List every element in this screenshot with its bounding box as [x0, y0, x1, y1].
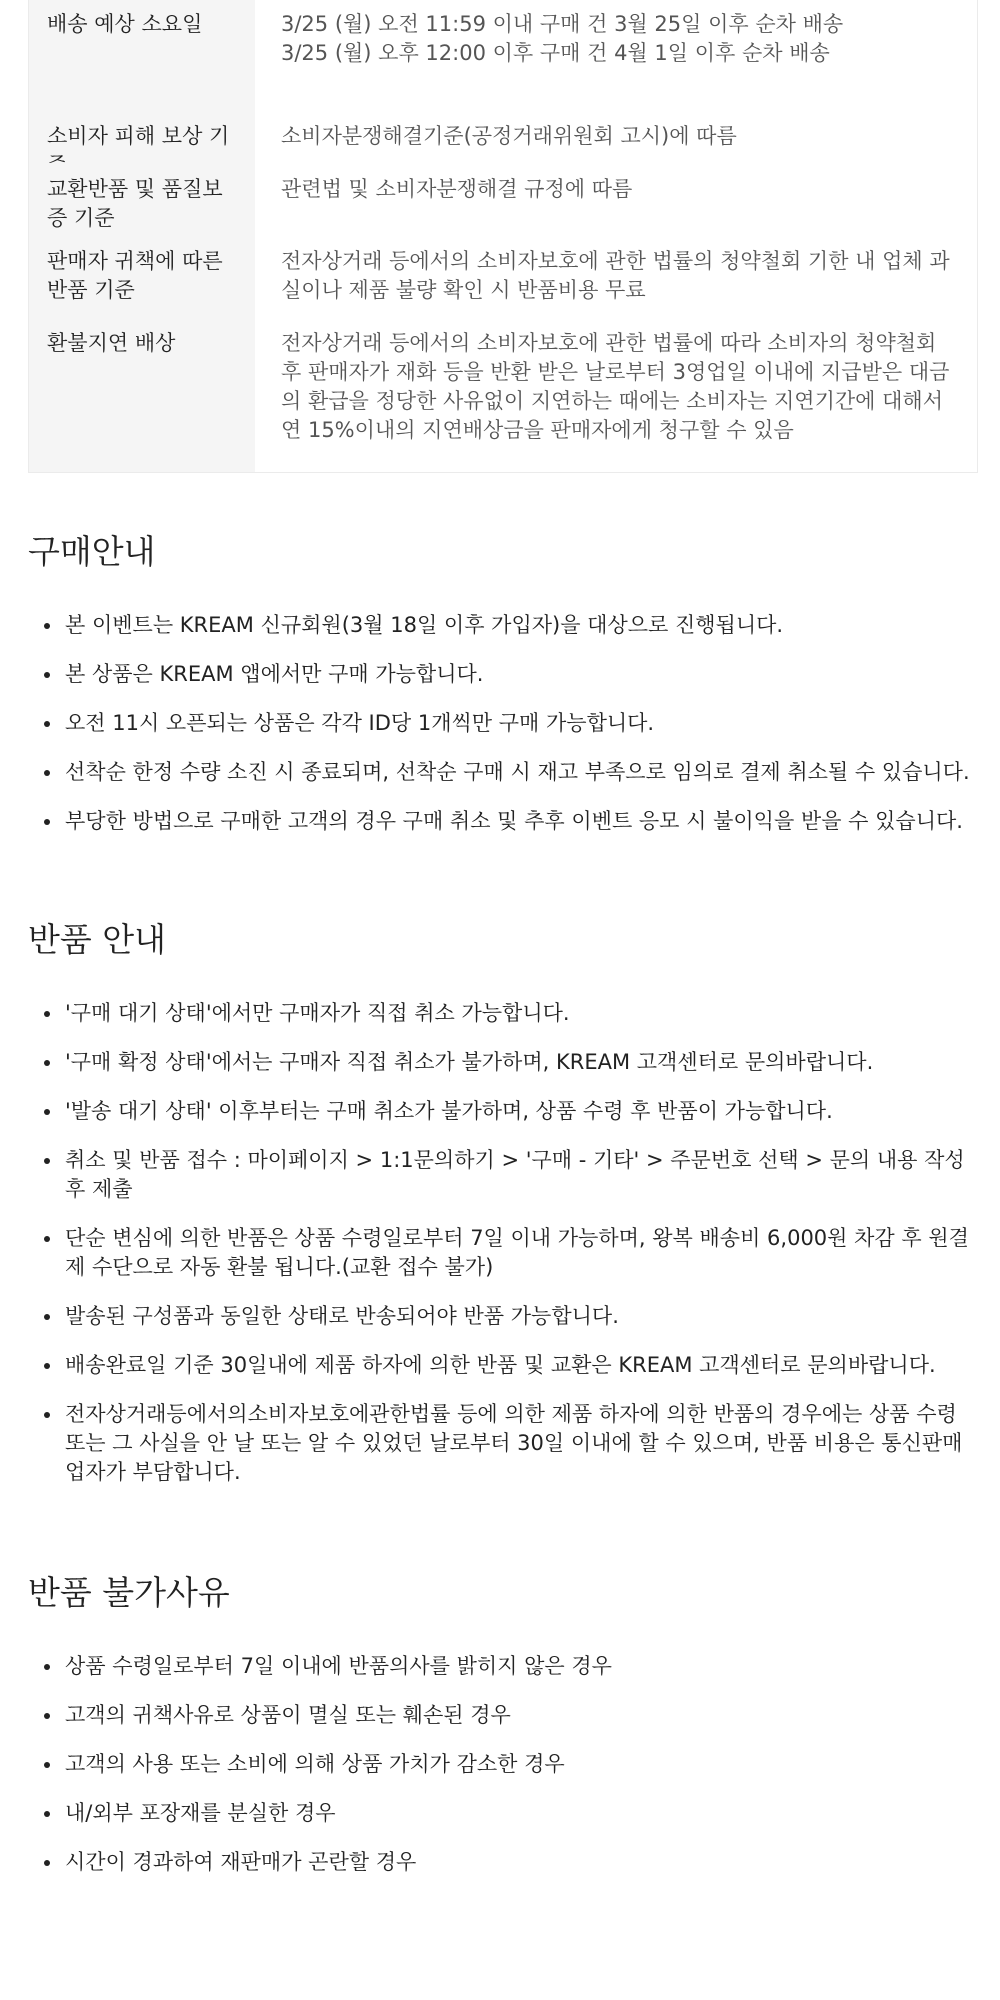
- info-label: 소비자 피해 보상 기: [29, 110, 255, 163]
- list-item: 고객의 사용 또는 소비에 의해 상품 가치가 감소한 경우: [28, 1750, 978, 1779]
- purchase-guide-list: [28, 611, 978, 836]
- info-value-line: 3/25 (월) 오후 12:00 이후 구매 건 4월 1일 이후 순차 배송: [281, 41, 830, 65]
- no-return-list: [28, 1652, 978, 1877]
- product-info-table: [28, 0, 978, 473]
- list-item: 오전 11시 오픈되는 상품은 각각 ID당 1개씩만 구매 가능합니다.: [28, 709, 978, 738]
- return-guide-section: [28, 918, 978, 1507]
- list-item: 취소 및 반품 접수 : 마이페이지 > 1:1문의하기 > '구매 - 기타' > 주문번호 선택 > 문의 내용 작성 후 제출: [28, 1146, 978, 1204]
- info-row-compensation: [29, 110, 977, 163]
- list-item: '구매 확정 상태'에서는 구매자 직접 취소가 불가하며, KREAM 고객센터로 문의바랍니다.: [28, 1048, 978, 1077]
- info-row-seller-fault: [29, 244, 977, 326]
- info-row-exchange: [29, 163, 977, 244]
- info-label: 환불지연 배상: [29, 326, 255, 472]
- list-item: '발송 대기 상태' 이후부터는 구매 취소가 불가하며, 상품 수령 후 반품이 가능합니다.: [28, 1097, 978, 1126]
- info-value: 소비자분쟁해결기준(공정거래위원회 고시)에 따름: [281, 124, 737, 148]
- return-guide-list: [28, 999, 978, 1487]
- info-value: [255, 10, 977, 110]
- purchase-guide-section: [28, 530, 978, 856]
- list-item: 선착순 한정 수량 소진 시 종료되며, 선착순 구매 시 재고 부족으로 임의로 결제 취소될 수 있습니다.: [28, 758, 978, 787]
- no-return-section: [28, 1571, 978, 1897]
- list-item: 단순 변심에 의한 반품은 상품 수령일로부터 7일 이내 가능하며, 왕복 배송비 6,000원 차감 후 원결제 수단으로 자동 환불 됩니다.(교환 접수 불가): [28, 1224, 978, 1282]
- list-item: 전자상거래등에서의소비자보호에관한법률 등에 의한 제품 하자에 의한 반품의 경우에는 상품 수령 또는 그 사실을 안 날 또는 알 수 있었던 날로부터 30일 이내에 할 수 있으며, 반품 비용은 통신판매업자가 부담합니다.: [28, 1400, 978, 1487]
- section-title: 반품 안내: [28, 920, 167, 959]
- info-value-line: 3/25 (월) 오전 11:59 이내 구매 건 3월 25일 이후 순차 배송: [281, 12, 844, 36]
- info-label: 교환반품 및 품질보증 기준: [29, 163, 255, 244]
- info-value: 전자상거래 등에서의 소비자보호에 관한 법률의 청약철회 기한 내 업체 과실이나 제품 불량 확인 시 반품비용 무료: [281, 249, 950, 302]
- list-item: 상품 수령일로부터 7일 이내에 반품의사를 밝히지 않은 경우: [28, 1652, 978, 1681]
- list-item: 내/외부 포장재를 분실한 경우: [28, 1799, 978, 1828]
- info-value: 관련법 및 소비자분쟁해결 규정에 따름: [281, 177, 633, 201]
- list-item: 배송완료일 기준 30일내에 제품 하자에 의한 반품 및 교환은 KREAM 고객센터로 문의바랍니다.: [28, 1351, 978, 1380]
- list-item: 본 이벤트는 KREAM 신규회원(3월 18일 이후 가입자)을 대상으로 진행됩니다.: [28, 611, 978, 640]
- info-row-delivery: [29, 0, 977, 110]
- section-title: 반품 불가사유: [28, 1573, 230, 1612]
- info-label: 판매자 귀책에 따른 반품 기준: [29, 244, 255, 326]
- info-row-refund-delay: [29, 326, 977, 472]
- info-value: 전자상거래 등에서의 소비자보호에 관한 법률에 따라 소비자의 청약철회 후 판매자가 재화 등을 반환 받은 날로부터 3영업일 이내에 지급받은 대금의 환급을 정당한 사유없이 지연하는 때에는 소비자는 지연기간에 대해서 연 15%이내의 지연배상금을 판매자에게 청구할 수 있음: [281, 331, 950, 442]
- list-item: '구매 대기 상태'에서만 구매자가 직접 취소 가능합니다.: [28, 999, 978, 1028]
- list-item: 고객의 귀책사유로 상품이 멸실 또는 훼손된 경우: [28, 1701, 978, 1730]
- info-label: 배송 예상 소요일: [29, 0, 255, 110]
- list-item: 시간이 경과하여 재판매가 곤란할 경우: [28, 1848, 978, 1877]
- list-item: 본 상품은 KREAM 앱에서만 구매 가능합니다.: [28, 660, 978, 689]
- list-item: 부당한 방법으로 구매한 고객의 경우 구매 취소 및 추후 이벤트 응모 시 불이익을 받을 수 있습니다.: [28, 807, 978, 836]
- list-item: 발송된 구성품과 동일한 상태로 반송되어야 반품 가능합니다.: [28, 1302, 978, 1331]
- section-title: 구매안내: [28, 532, 156, 571]
